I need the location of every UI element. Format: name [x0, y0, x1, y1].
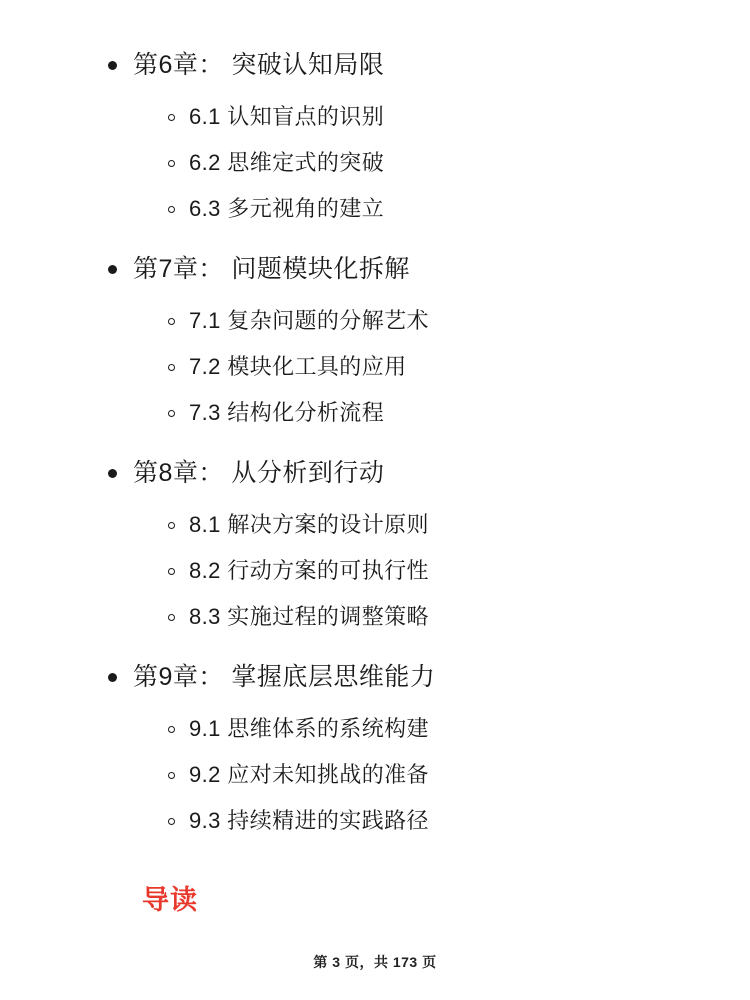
hollow-bullet-icon: [168, 772, 175, 779]
list-item[interactable]: [60, 140, 690, 186]
hollow-bullet-icon: [168, 614, 175, 621]
chapter-heading[interactable]: [60, 652, 690, 702]
section-title: 7.1 复杂问题的分解艺术: [189, 308, 429, 333]
hollow-bullet-icon: [168, 568, 175, 575]
list-item[interactable]: [60, 594, 690, 640]
section-title: 8.3 实施过程的调整策略: [189, 604, 429, 629]
chapter-title: 第8章： 从分析到行动: [133, 459, 385, 487]
section-title: 9.1 思维体系的系统构建: [189, 716, 429, 741]
hollow-bullet-icon: [168, 522, 175, 529]
hollow-bullet-icon: [168, 206, 175, 213]
section-list: [60, 706, 690, 844]
filled-bullet-icon: [108, 673, 117, 682]
list-item[interactable]: [60, 186, 690, 232]
section-title: 6.3 多元视角的建立: [189, 196, 385, 221]
hollow-bullet-icon: [168, 114, 175, 121]
list-item[interactable]: [60, 502, 690, 548]
list-item[interactable]: [60, 298, 690, 344]
chapter-heading[interactable]: [60, 244, 690, 294]
section-list: [60, 502, 690, 640]
hollow-bullet-icon: [168, 410, 175, 417]
chapter-title: 第6章： 突破认知局限: [133, 51, 385, 79]
list-item[interactable]: [60, 752, 690, 798]
list-item[interactable]: [60, 548, 690, 594]
spacer: [60, 232, 690, 244]
list-item[interactable]: [60, 706, 690, 752]
chapter-heading[interactable]: [60, 448, 690, 498]
list-item[interactable]: [60, 798, 690, 844]
section-heading: 导读: [142, 885, 198, 915]
section-title: 6.1 认知盲点的识别: [189, 104, 385, 129]
hollow-bullet-icon: [168, 160, 175, 167]
section-title: 6.2 思维定式的突破: [189, 150, 385, 175]
section-title: 8.2 行动方案的可执行性: [189, 558, 429, 583]
section-list: [60, 94, 690, 232]
section-title: 7.3 结构化分析流程: [189, 400, 385, 425]
list-item[interactable]: [60, 390, 690, 436]
chapter-title: 第9章： 掌握底层思维能力: [133, 663, 436, 691]
table-of-contents: [60, 40, 690, 844]
section-title: 9.2 应对未知挑战的准备: [189, 762, 429, 787]
section-title: 9.3 持续精进的实践路径: [189, 808, 429, 833]
section-list: [60, 298, 690, 436]
hollow-bullet-icon: [168, 318, 175, 325]
toc-chapter: [60, 40, 690, 232]
section-title: 7.2 模块化工具的应用: [189, 354, 407, 379]
toc-chapter: [60, 244, 690, 436]
section-title: 8.1 解决方案的设计原则: [189, 512, 429, 537]
hollow-bullet-icon: [168, 818, 175, 825]
filled-bullet-icon: [108, 265, 117, 274]
list-item[interactable]: [60, 94, 690, 140]
hollow-bullet-icon: [168, 364, 175, 371]
list-item[interactable]: [60, 344, 690, 390]
spacer: [60, 640, 690, 652]
chapter-title: 第7章： 问题模块化拆解: [133, 255, 410, 283]
chapter-heading[interactable]: [60, 40, 690, 90]
hollow-bullet-icon: [168, 726, 175, 733]
toc-chapter: [60, 448, 690, 640]
filled-bullet-icon: [108, 61, 117, 70]
toc-chapter: [60, 652, 690, 844]
spacer: [60, 436, 690, 448]
filled-bullet-icon: [108, 469, 117, 478]
page-footer: 第 3 页，共 173 页: [313, 954, 437, 970]
